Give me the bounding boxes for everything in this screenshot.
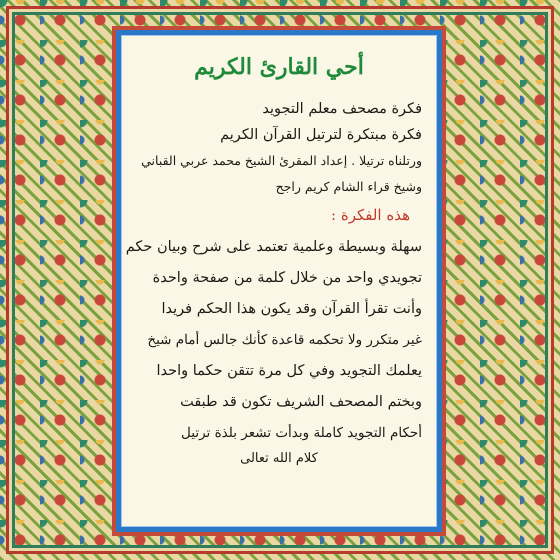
text-panel-frame	[112, 26, 446, 536]
intro-line: وشيخ قراء الشام كريم راجح	[275, 179, 422, 194]
body-line: سهلة وبسيطة وعلمية تعتمد على شرح وبيان حكم	[125, 239, 422, 255]
closing-line: كلام الله تعالى	[240, 451, 318, 466]
body-line: تجويدي واحد من خلال كلمة من صفحة واحدة	[152, 270, 422, 286]
body-line: يعلمك التجويد وفي كل مرة تتقن حكما واحدا	[156, 363, 422, 379]
intro-line: فكرة مصحف معلم التجويد	[262, 101, 422, 117]
section-subheading: هذه الفكرة :	[331, 206, 410, 224]
body-text	[125, 232, 422, 449]
intro-line: ورتلناه ترتيلا . إعداد المقرئ الشيخ محمد عربي القباني	[141, 153, 422, 168]
text-panel	[121, 35, 437, 527]
body-line: وأنت تقرأ القرآن وقد يكون هذا الحكم فريدا	[161, 301, 422, 317]
intro-block	[136, 96, 422, 200]
page-title: أحي القارئ الكريم	[194, 54, 364, 80]
body-line: غير متكرر ولا تحكمه قاعدة كأنك جالس أمام شيخ	[147, 332, 422, 348]
intro-line: فكرة مبتكرة لترتيل القرآن الكريم	[220, 127, 422, 143]
body-line: أحكام التجويد كاملة وبدأت تشعر بلذة ترتيل	[181, 425, 422, 441]
text-panel-blue-border	[116, 30, 442, 532]
body-line: وبختم المصحف الشريف تكون قد طبقت	[180, 394, 422, 410]
